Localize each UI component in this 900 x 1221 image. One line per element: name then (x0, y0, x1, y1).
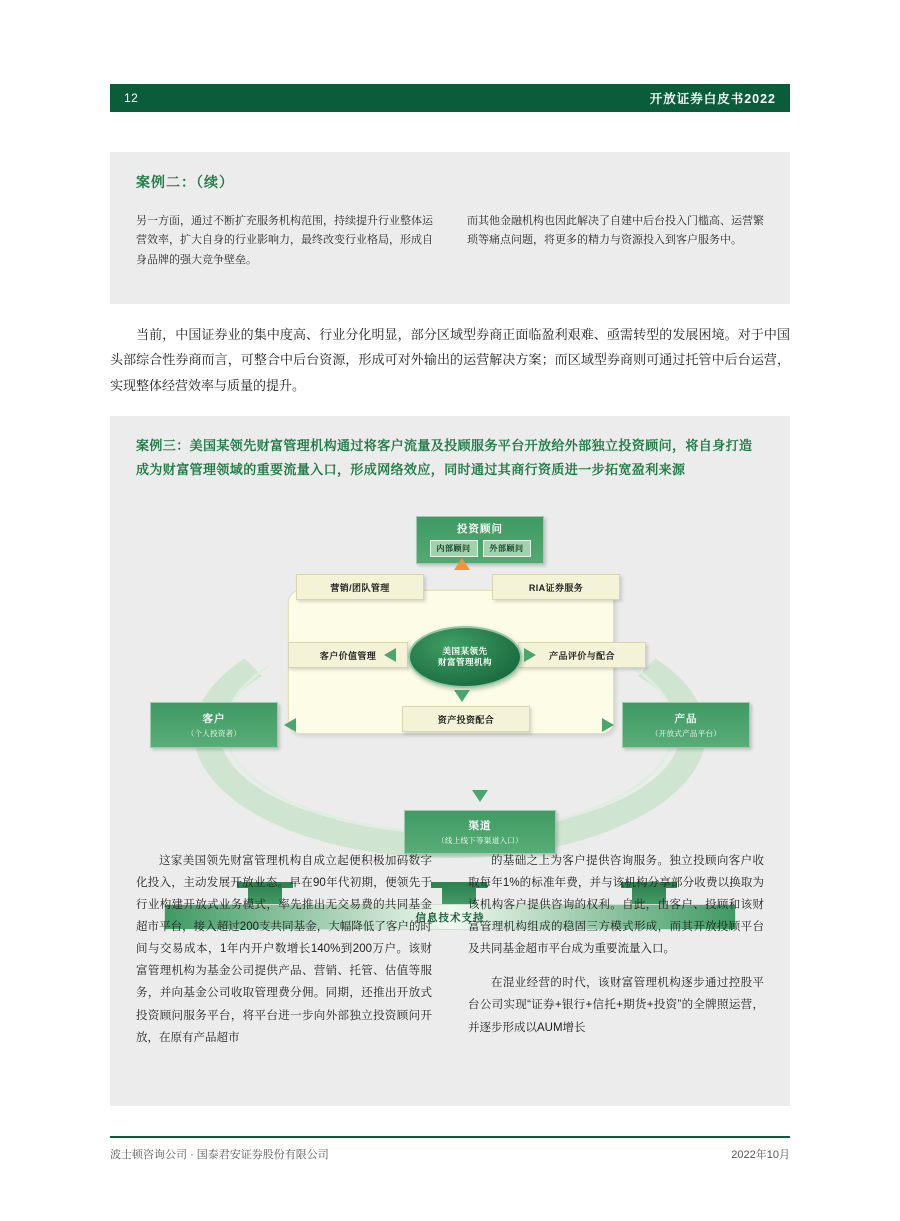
diagram-it-support-label: 信息技术支持 (415, 911, 485, 924)
arrow-left-customer-icon (284, 718, 296, 732)
arrow-right-product-icon (602, 718, 614, 732)
diagram-advisor-title: 投资顾问 (457, 523, 503, 535)
page-number: 12 (124, 91, 139, 105)
case-three-right-paragraph-2: 在混业经营的时代，该财富管理机构逐步通过控股平台公司实现“证券+银行+信托+期货+投资”的全牌照运营，并逐步形成以AUM增长 (468, 977, 764, 1034)
arrow-down-channel-icon (472, 790, 488, 802)
page-header-bar (110, 84, 790, 112)
diagram-product-box (622, 702, 750, 748)
arrow-right-icon (524, 648, 536, 662)
case-three-left-paragraph-1: 这家美国领先财富管理机构自成立起便积极加码数字化投入，主动发展开放业态。早在90年代初期，便领先于行业构建开放式业务模式，率先推出无交易费的共同基金超市平台，接入超过200支共同基金，大幅降低了客户的时间与交易成本，1年内开户数增长140%到200万户。该财富管理机构为基金公司提供产品、营销、托管、估值等服务，并向基金公司收取管理费分佣。同期，还推出开放式投资顾问服务平台，将平台进一步向外部独立投资顾问开放，在原有产品超市 (136, 855, 432, 1044)
case-two-title: 案例二：（续） (136, 174, 234, 190)
case-two-column-left: 另一方面，通过不断扩充服务机构范围，持续提升行业整体运营效率，扩大自身的行业影响力，最终改变行业格局，形成自身品牌的强大竞争壁垒。 (136, 215, 433, 266)
diagram-advisor-external: 外部顾问 (483, 540, 531, 557)
diagram-customer-title: 客户 (202, 713, 226, 725)
diagram-leaf-marketing: 营销/团队管理 (296, 574, 424, 600)
footer-right-text: 2022年10月 (731, 1149, 790, 1161)
arrow-up-icon (454, 558, 470, 570)
case-two-columns (136, 212, 764, 270)
diagram-channel-subtitle: （线上线下等渠道入口） (437, 836, 523, 845)
case-two-box (110, 152, 790, 304)
diagram-leaf-customer-value: 客户价值管理 (288, 642, 408, 668)
diagram-leaf-product-eval: 产品评价与配合 (518, 642, 646, 668)
diagram-advisor-subs (417, 540, 543, 557)
diagram-advisor-internal: 内部顾问 (430, 540, 478, 557)
arrow-down-icon (454, 690, 470, 702)
diagram-center-line2: 财富管理机构 (437, 657, 492, 667)
case-three-right-paragraph-1: 的基础之上为客户提供咨询服务。独立投顾向客户收取每年1%的标准年费，并与该机构分享部分收费以换取为该机构客户提供咨询的权利。自此，由客户、投顾和该财富管理机构组成的稳固三方模式形成，而其开放投顾平台及共同基金超市平台成为重要流量入口。 (468, 855, 764, 956)
case-three-box (110, 416, 790, 1106)
diagram-leaf-ria: RIA证券服务 (492, 574, 620, 600)
arrow-left-icon (384, 648, 396, 662)
diagram-center-line1: 美国某领先 (442, 645, 488, 656)
diagram-leaf-asset-allocation: 资产投资配合 (402, 706, 530, 732)
diagram-channel-box (404, 810, 556, 854)
footer-divider (110, 1136, 790, 1138)
case-three-column-right (468, 850, 764, 1061)
body-paragraph: 当前，中国证券业的集中度高、行业分化明显，部分区域型券商正面临盈利艰难、亟需转型的发展困境。对于中国头部综合性券商而言，可整合中后台资源，形成可对外输出的运营解决方案；而区域型券商则可通过托管中后台运营，实现整体经营效率与质量的提升。 (110, 327, 790, 393)
document-title: 开放证券白皮书2022 (649, 92, 776, 106)
case-three-columns (136, 850, 764, 1061)
case-three-column-left (136, 850, 432, 1061)
page-footer (110, 1146, 790, 1162)
footer-left-text: 波士顿咨询公司 · 国泰君安证券股份有限公司 (110, 1149, 329, 1161)
diagram-advisor-box (416, 516, 544, 564)
diagram-channel-title: 渠道 (468, 820, 492, 832)
case-three-title: 案例三：美国某领先财富管理机构通过将客户流量及投顾服务平台开放给外部独立投资顾问，将自身打造成为财富管理领域的重要流量入口，形成网络效应，同时通过其商行资质进一步拓宽盈利来源 (136, 438, 753, 478)
diagram-customer-subtitle: （个人投资者） (186, 729, 242, 738)
case-two-column-right: 而其他金融机构也因此解决了自建中后台投入门槛高、运营繁琐等痛点问题，将更多的精力与资源投入到客户服务中。 (467, 215, 764, 247)
diagram-center-oval (408, 626, 522, 688)
diagram-product-title: 产品 (674, 713, 698, 725)
diagram-customer-box (150, 702, 278, 748)
diagram-product-subtitle: （开放式产品平台） (650, 729, 722, 738)
